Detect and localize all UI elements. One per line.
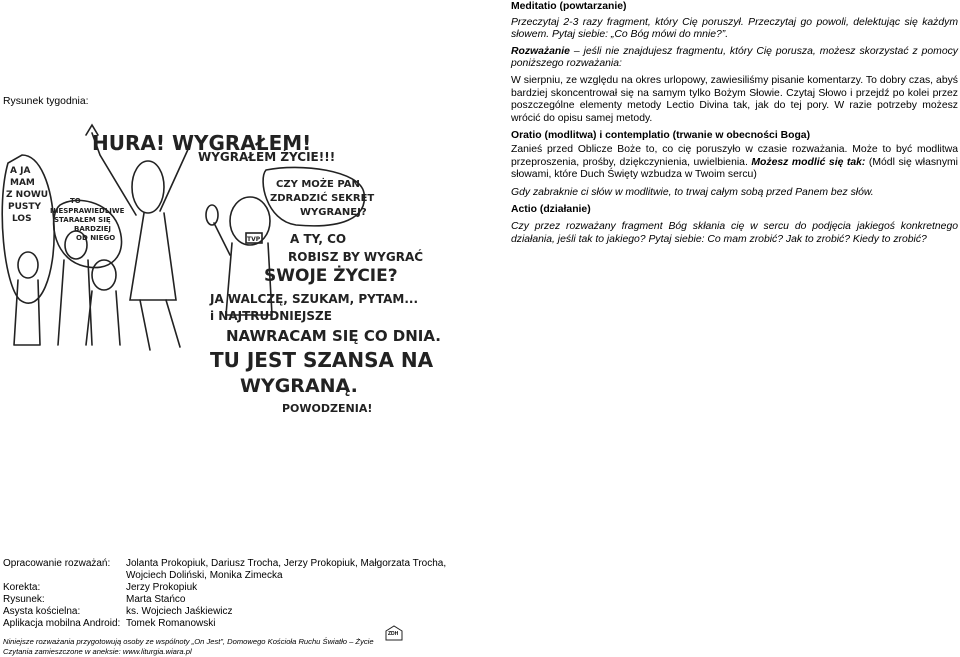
drawing-line-4: TU JEST SZANSA NA xyxy=(210,348,434,372)
right-bubble-line-2: WYGRANEJ? xyxy=(300,207,367,218)
crowd-figures xyxy=(14,231,120,345)
meditatio-intro: Przeczytaj 2-3 razy fragment, który Cię poruszył. Przeczytaj go powoli, delektując się każdym słowem. Pytaj siebie: „Co Bóg mówi do mnie?”. xyxy=(511,16,958,41)
drawing-line-6: POWODZENIA! xyxy=(282,402,373,415)
credit-key: Asysta kościelna: xyxy=(3,606,81,617)
drawing-line-3: NAWRACAM SIĘ CO DNIA. xyxy=(226,327,441,345)
left-bubble-line-4: LOS xyxy=(12,214,32,224)
small-bubble-line-1: NIESPRAWIEDLIWE xyxy=(50,207,125,215)
small-bubble-line-3: BARDZIEJ xyxy=(74,225,112,233)
reply-line-3: SWOJE ŻYCIE? xyxy=(264,266,398,286)
drawing-line-1: JA WALCZĘ, SZUKAM, PYTAM... xyxy=(210,292,418,306)
actio-heading: Actio (działanie) xyxy=(511,204,591,216)
meditatio-heading: Meditatio (powtarzanie) xyxy=(511,1,627,12)
credit-key: Aplikacja mobilna Android: xyxy=(3,618,121,629)
domestic-church-logo xyxy=(384,625,404,641)
right-bubble-line-1: ZDRADZIĆ SEKRET xyxy=(270,193,375,204)
meditatio-section xyxy=(511,1,958,246)
left-bubble-line-0: A JA xyxy=(10,166,31,176)
rozwazanie-text: – jeśli nie znajdujesz fragmentu, który Cię porusza, możesz skorzystać z pomocy poniższego rozważania: xyxy=(511,45,958,70)
oratio-text-bold: Możesz modlić się tak: xyxy=(751,156,866,168)
oratio-heading: Oratio (modlitwa) i contemplatio (trwanie w obecności Boga) xyxy=(511,130,811,142)
oratio-text-end: (Módl się własnymi słowami, które Duch Święty wzbudza w Twoim sercu) xyxy=(511,156,958,181)
small-bubble-line-4: OD NIEGO xyxy=(76,234,116,242)
credit-value: Marta Stańco xyxy=(126,594,186,605)
hura-subtext: WYGRAŁEM ŻYCIE!!! xyxy=(198,150,336,164)
right-bubble-line-0: CZY MOŻE PAN xyxy=(276,179,360,190)
oratio-silence: Gdy zabraknie ci słów w modlitwie, to trwaj całym sobą przed Panem bez słów. xyxy=(511,186,874,198)
credit-value: Jolanta Prokopiuk, Dariusz Trocha, Jerzy Prokopiuk, Małgorzata Trocha, xyxy=(126,558,447,569)
credit-value: ks. Wojciech Jaśkiewicz xyxy=(126,606,233,617)
oratio-text-start: Zanieś przed Oblicze Boże to, co cię poruszyło w czasie rozważania. Może to być modlitwa przeproszenia, prośby, dziękczynienia, uwielbienia. xyxy=(511,143,958,168)
credit-value: Jerzy Prokopiuk xyxy=(126,582,198,593)
drawing-line-5: WYGRANĄ. xyxy=(240,375,358,397)
reply-line-2: ROBISZ BY WYGRAĆ xyxy=(288,250,424,264)
credit-key: Opracowanie rozważań: xyxy=(3,558,111,569)
drawing-label: Rysunek tygodnia: xyxy=(3,96,89,107)
reply-line-1: A TY, CO xyxy=(290,232,347,246)
footer-line-2: Czytania zamieszczone w aneksie: www.liturgia.wiara.pl xyxy=(3,647,192,656)
credits-block xyxy=(3,558,503,638)
actio-text: Czy przez rozważany fragment Bóg skłania cię w sercu do podjęcia jakiegoś konkretnego działania, jeśli tak to jakiego? Pytaj siebie: Co mam zrobić? Jak to zrobić? Kiedy to zrobić? xyxy=(511,220,958,245)
credit-key: Korekta: xyxy=(3,582,41,593)
small-bubble-line-0: TO xyxy=(70,197,81,205)
rozwazanie-paragraph xyxy=(511,46,958,71)
meditatio-paragraph: W sierpniu, ze względu na okres urlopowy, zawiesiliśmy pisanie komentarzy. To dobry czas, abyś bardziej skoncentrował się na samym tylko Bożym Słowie. Czytaj Słowo i przejdź po kolei przez poszczególne elementy metody Lectio Divina tak, jak do tej pory. W razie potrzeby możesz wrócić do opisu samej metody. xyxy=(511,74,958,124)
logo-text: ZDH xyxy=(388,631,399,637)
left-bubble-line-3: PUSTY xyxy=(8,202,42,212)
drawing-line-2: i NAJTRUDNIEJSZE xyxy=(210,309,332,323)
tvp-logo: TVP xyxy=(247,236,261,243)
credit-value-continued: Wojciech Doliński, Monika Zimecka xyxy=(126,570,283,581)
footer xyxy=(3,637,374,657)
left-bubble-line-1: MAM xyxy=(10,178,35,188)
rozwazanie-label: Rozważanie xyxy=(511,45,570,57)
credit-value: Tomek Romanowski xyxy=(126,618,216,629)
credit-key: Rysunek: xyxy=(3,594,45,605)
footer-line-1: Niniejsze rozważania przygotowują osoby ze wspólnoty „On Jest”, Domowego Kościoła Ruchu Światło – Życie xyxy=(3,637,374,646)
cartoon-drawing xyxy=(0,115,505,420)
left-bubble-line-2: Z NOWU xyxy=(6,190,49,200)
oratio-paragraph xyxy=(511,144,958,182)
small-bubble-line-2: STARAŁEM SIĘ xyxy=(54,216,111,224)
hura-text: HURA! WYGRAŁEM! xyxy=(92,131,312,155)
